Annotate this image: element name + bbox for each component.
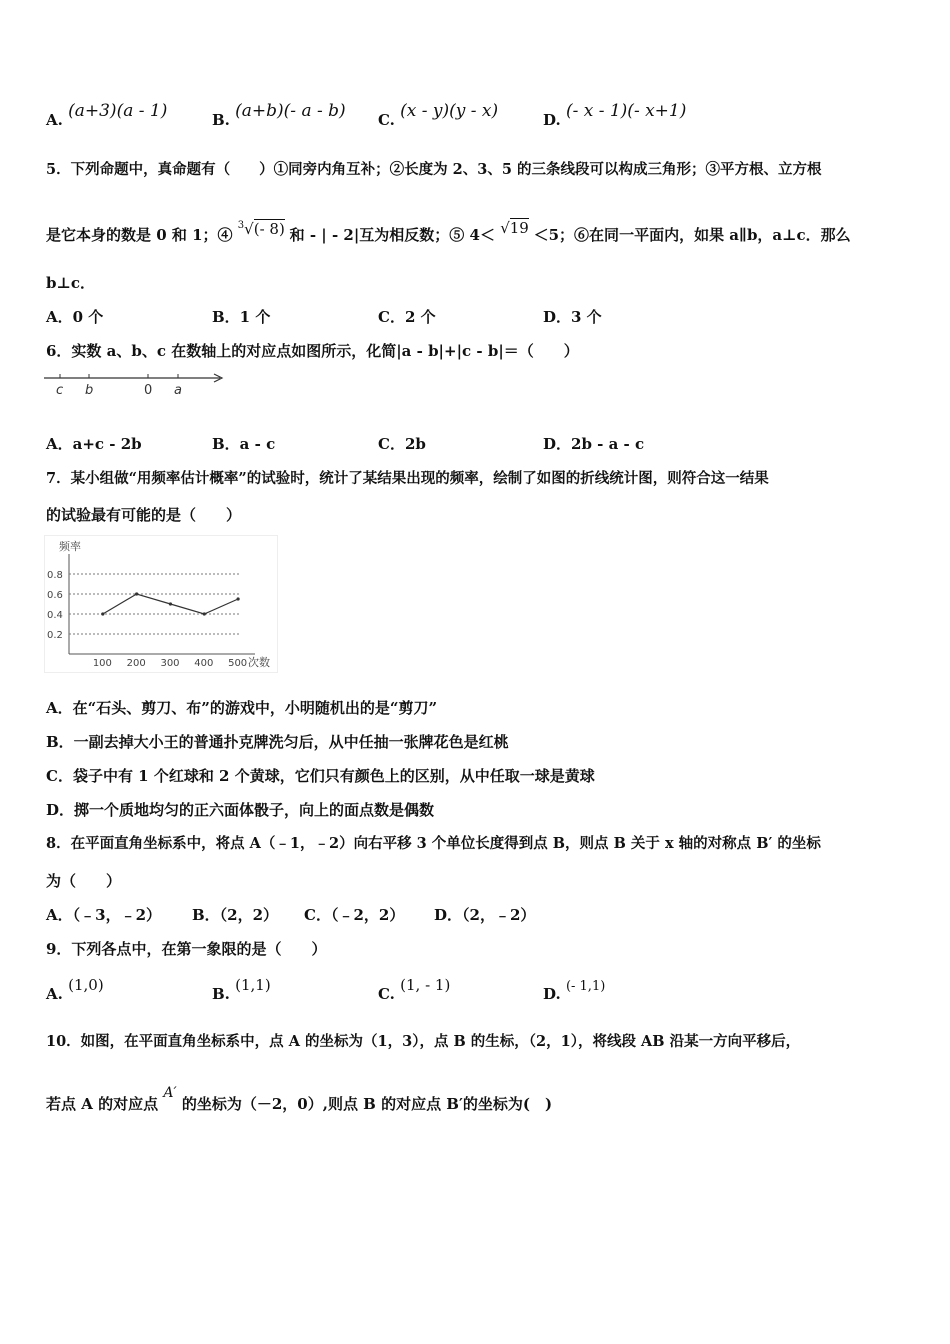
q9-option-a-label: A. <box>46 985 63 1003</box>
q5-line2-part-a: 是它本身的数是 0 和 1；④ <box>46 226 233 244</box>
q9-option-c-label: C. <box>378 985 395 1003</box>
q9-option-b-expr: (1,1) <box>235 976 271 994</box>
data-point <box>169 602 172 605</box>
q10-line2-part-a: 若点 A 的对应点 <box>46 1095 159 1113</box>
q9-option-c-expr: (1, - 1) <box>400 976 451 994</box>
x-tick-label: 400 <box>194 658 214 669</box>
number-line-figure <box>42 368 232 400</box>
q5-line2 <box>46 219 851 245</box>
q4-option-c-label: C. <box>378 111 395 129</box>
q6-option-b: B．a - c <box>212 435 276 453</box>
x-tick-label: 200 <box>126 658 146 669</box>
data-point <box>203 612 206 615</box>
frequency-line-chart <box>44 535 278 673</box>
q5-line2-part-c: ＜5；⑥在同一平面内，如果 a∥b，a⊥c．那么 <box>533 226 851 244</box>
q4-option-b-label: B. <box>212 111 230 129</box>
y-tick-label: 0.2 <box>47 630 63 641</box>
q8-option-a: A．（﹣3，﹣2） <box>46 906 162 924</box>
q7-line2: 的试验最有可能的是（ ） <box>46 506 242 524</box>
q7-option-c: C．袋子中有 1 个红球和 2 个黄球，它们只有颜色上的区别，从中任取一球是黄球 <box>46 767 595 785</box>
q5-sqrt-radicand: 19 <box>509 219 529 237</box>
q6-option-a: A．a+c - 2b <box>46 435 142 453</box>
q7-option-d: D．掷一个质地均匀的正六面体骰子，向上的面点数是偶数 <box>46 801 435 819</box>
x-tick-label: 300 <box>160 658 180 669</box>
q10-line1: 10．如图，在平面直角坐标系中，点 A 的坐标为（1，3），点 B 的生标，（2，1），将线段 AB 沿某一方向平移后， <box>46 1033 801 1050</box>
chart-xlabel: 次数 <box>248 656 270 669</box>
q7-option-a: A．在“石头、剪刀、布”的游戏中，小明随机出的是“剪刀” <box>46 699 438 717</box>
q8-line2: 为（ ） <box>46 872 122 890</box>
label-b: b <box>85 383 94 398</box>
q8-line1: 8．在平面直角坐标系中，将点 A（﹣1，﹣2）向右平移 3 个单位长度得到点 B，则点 B 关于 x 轴的对称点 B′ 的坐标 <box>46 835 821 852</box>
q9-option-b <box>212 976 271 1004</box>
q5-cube-root-index: 3 <box>237 220 245 231</box>
q6-option-c: C．2b <box>378 435 426 453</box>
x-tick-label: 500 <box>228 658 248 669</box>
q6-option-d: D．2b - a - c <box>543 435 645 453</box>
q5-line1: 5．下列命题中，真命题有（ ）①同旁内角互补；②长度为 2、3、5 的三条线段可以构成三角形；③平方根、立方根 <box>46 161 822 178</box>
q4-option-a <box>46 101 168 130</box>
q9-option-d <box>543 979 606 1006</box>
q8-option-d: D．（2，﹣2） <box>434 906 536 924</box>
q6-text: 6．实数 a、b、c 在数轴上的对应点如图所示，化简|a - b|+|c - b|＝（ ） <box>46 342 579 360</box>
q4-option-d <box>543 101 687 130</box>
q10-line2 <box>46 1085 553 1115</box>
q4-option-a-label: A. <box>46 111 63 129</box>
label-zero: 0 <box>144 383 153 398</box>
q9-option-d-label: D. <box>543 985 561 1003</box>
q8-option-c: C．（﹣2，2） <box>304 906 405 924</box>
data-point <box>135 592 138 595</box>
label-a: a <box>174 383 182 398</box>
q9-option-a <box>46 976 104 1004</box>
label-c: c <box>56 383 64 398</box>
q5-sqrt: √19 <box>500 219 529 237</box>
q5-option-d: D．3 个 <box>543 308 602 326</box>
q5-option-b: B．1 个 <box>212 308 271 326</box>
q7-option-b: B．一副去掉大小王的普通扑克牌洗匀后，从中任抽一张牌花色是红桃 <box>46 733 509 751</box>
q5-option-a: A．0 个 <box>46 308 104 326</box>
q9-option-c <box>378 976 451 1004</box>
q10-a-prime: A′ <box>163 1085 177 1101</box>
q9-option-d-expr: (- 1,1) <box>565 979 606 994</box>
q4-option-d-label: D. <box>543 111 561 129</box>
q4-option-b-expr: (a+b)(- a - b) <box>235 101 346 121</box>
y-tick-label: 0.6 <box>47 590 63 601</box>
q5-option-c: C．2 个 <box>378 308 436 326</box>
q7-line1: 7．某小组做“用频率估计概率”的试验时，统计了某结果出现的频率，绘制了如图的折线统计图，则符合这一结果 <box>46 470 769 487</box>
y-tick-label: 0.8 <box>47 570 63 581</box>
q5-cube-root: $^3$√(- 8) <box>237 220 285 238</box>
data-point <box>101 612 104 615</box>
data-point <box>236 597 239 600</box>
x-tick-label: 100 <box>92 658 112 669</box>
q5-cube-root-radicand: (- 8) <box>253 220 285 238</box>
q4-option-d-expr: (- x - 1)(- x+1) <box>565 101 687 121</box>
chart-ylabel: 频率 <box>59 540 81 553</box>
q4-option-c-expr: (x - y)(y - x) <box>400 101 499 121</box>
q9-option-a-expr: (1,0) <box>68 976 104 994</box>
y-tick-label: 0.4 <box>47 610 63 621</box>
q9-text: 9．下列各点中，在第一象限的是（ ） <box>46 940 327 958</box>
q8-option-b: B．（2，2） <box>192 906 279 924</box>
q5-line3: b⊥c． <box>46 274 96 292</box>
q10-line2-part-b: 的坐标为（－2，0）,则点 B 的对应点 B′的坐标为( ) <box>181 1095 553 1113</box>
q9-option-b-label: B. <box>212 985 230 1003</box>
q4-option-a-expr: (a+3)(a - 1) <box>68 101 168 121</box>
q5-line2-part-b: 和 - | - 2|互为相反数；⑤ 4＜ <box>289 226 495 244</box>
q4-option-b <box>212 101 346 130</box>
q4-option-c <box>378 101 499 130</box>
